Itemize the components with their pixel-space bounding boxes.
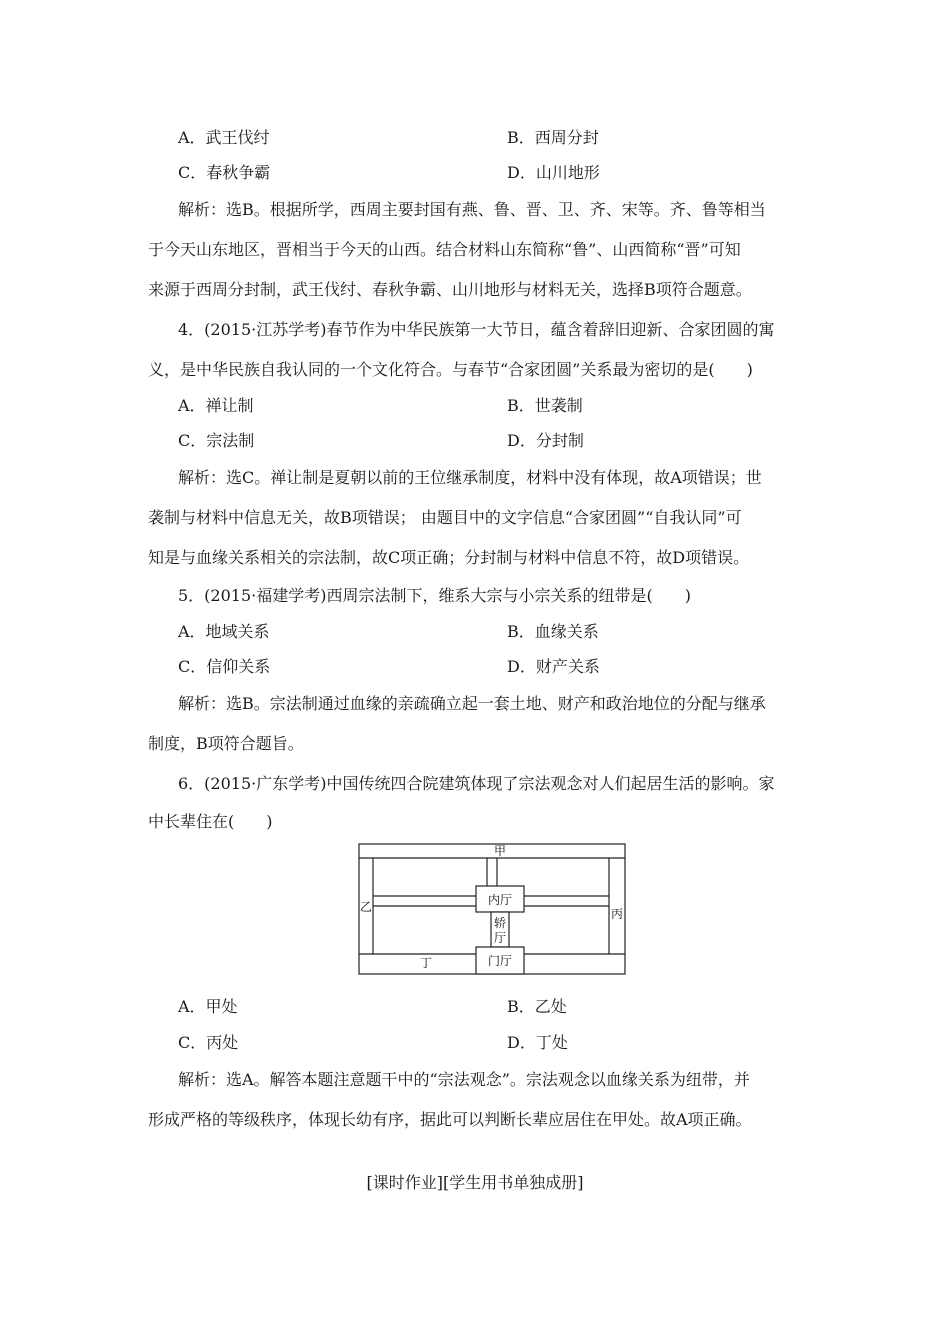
q3-analysis-line: 于今天山东地区，晋相当于今天的山西。结合材料山东简称“鲁”、山西简称“晋”可知	[148, 240, 741, 259]
label-sedan: 轿	[493, 916, 507, 930]
label-inner-hall: 内厅	[487, 893, 513, 907]
q4-analysis-line: 袭制与材料中信息无关，故B项错误； 由题目中的文字信息“合家团圆”“自我认同”可	[148, 508, 742, 527]
label-jia: 甲	[493, 844, 507, 858]
q4-stem-line: 4．(2015·江苏学考)春节作为中华民族第一大节日，蕴含着辞旧迎新、合家团圆的寓	[178, 320, 775, 339]
label-gate-hall: 门厅	[487, 954, 513, 968]
q4-option-d: D．分封制	[507, 431, 584, 450]
q5-option-a: A．地域关系	[178, 622, 270, 641]
q6-option-c: C．丙处	[178, 1033, 239, 1052]
siheyuan-diagram	[358, 843, 626, 975]
q3-option-b: B．西周分封	[507, 128, 599, 147]
q4-option-b: B．世袭制	[507, 396, 583, 415]
label-ding: 丁	[419, 956, 433, 970]
label-bing: 丙	[610, 907, 624, 921]
q3-option-c: C．春秋争霸	[178, 163, 271, 182]
q6-analysis-line: 形成严格的等级秩序，体现长幼有序，据此可以判断长辈应居住在甲处。故A项正确。	[148, 1110, 752, 1129]
q5-option-d: D．财产关系	[507, 657, 600, 676]
q4-option-a: A．禅让制	[178, 396, 254, 415]
q6-option-d: D．丁处	[507, 1033, 568, 1052]
q5-stem: 5．(2015·福建学考)西周宗法制下，维系大宗与小宗关系的纽带是( )	[178, 586, 691, 605]
q3-analysis-line: 解析：选B。根据所学，西周主要封国有燕、鲁、晋、卫、齐、宋等。齐、鲁等相当	[178, 200, 766, 219]
q6-stem-line: 中长辈住在( )	[148, 812, 273, 831]
label-sedan-hall: 厅	[493, 931, 507, 945]
section-footer: [课时作业][学生用书单独成册]	[366, 1173, 584, 1192]
q5-analysis-line: 解析：选B。宗法制通过血缘的亲疏确立起一套土地、财产和政治地位的分配与继承	[178, 694, 766, 713]
q6-stem-line: 6．(2015·广东学考)中国传统四合院建筑体现了宗法观念对人们起居生活的影响。家	[178, 774, 775, 793]
q5-option-c: C．信仰关系	[178, 657, 271, 676]
q4-stem-line: 义，是中华民族自我认同的一个文化符合。与春节“合家团圆”关系最为密切的是( )	[148, 360, 753, 379]
q6-option-a: A．甲处	[178, 997, 238, 1016]
label-yi: 乙	[359, 900, 373, 914]
q3-analysis-line: 来源于西周分封制，武王伐纣、春秋争霸、山川地形与材料无关，选择B项符合题意。	[148, 280, 752, 299]
q3-option-d: D．山川地形	[507, 163, 600, 182]
q6-option-b: B．乙处	[507, 997, 567, 1016]
siheyuan-diagram-svg	[358, 843, 626, 975]
q6-analysis-line: 解析：选A。解答本题注意题干中的“宗法观念”。宗法观念以血缘关系为纽带，并	[178, 1070, 750, 1089]
q5-option-b: B．血缘关系	[507, 622, 599, 641]
q4-option-c: C．宗法制	[178, 431, 255, 450]
q3-option-a: A．武王伐纣	[178, 128, 270, 147]
q4-analysis-line: 知是与血缘关系相关的宗法制，故C项正确；分封制与材料中信息不符，故D项错误。	[148, 548, 750, 567]
q5-analysis-line: 制度，B项符合题旨。	[148, 734, 304, 753]
q4-analysis-line: 解析：选C。禅让制是夏朝以前的王位继承制度，材料中没有体现，故A项错误；世	[178, 468, 762, 487]
